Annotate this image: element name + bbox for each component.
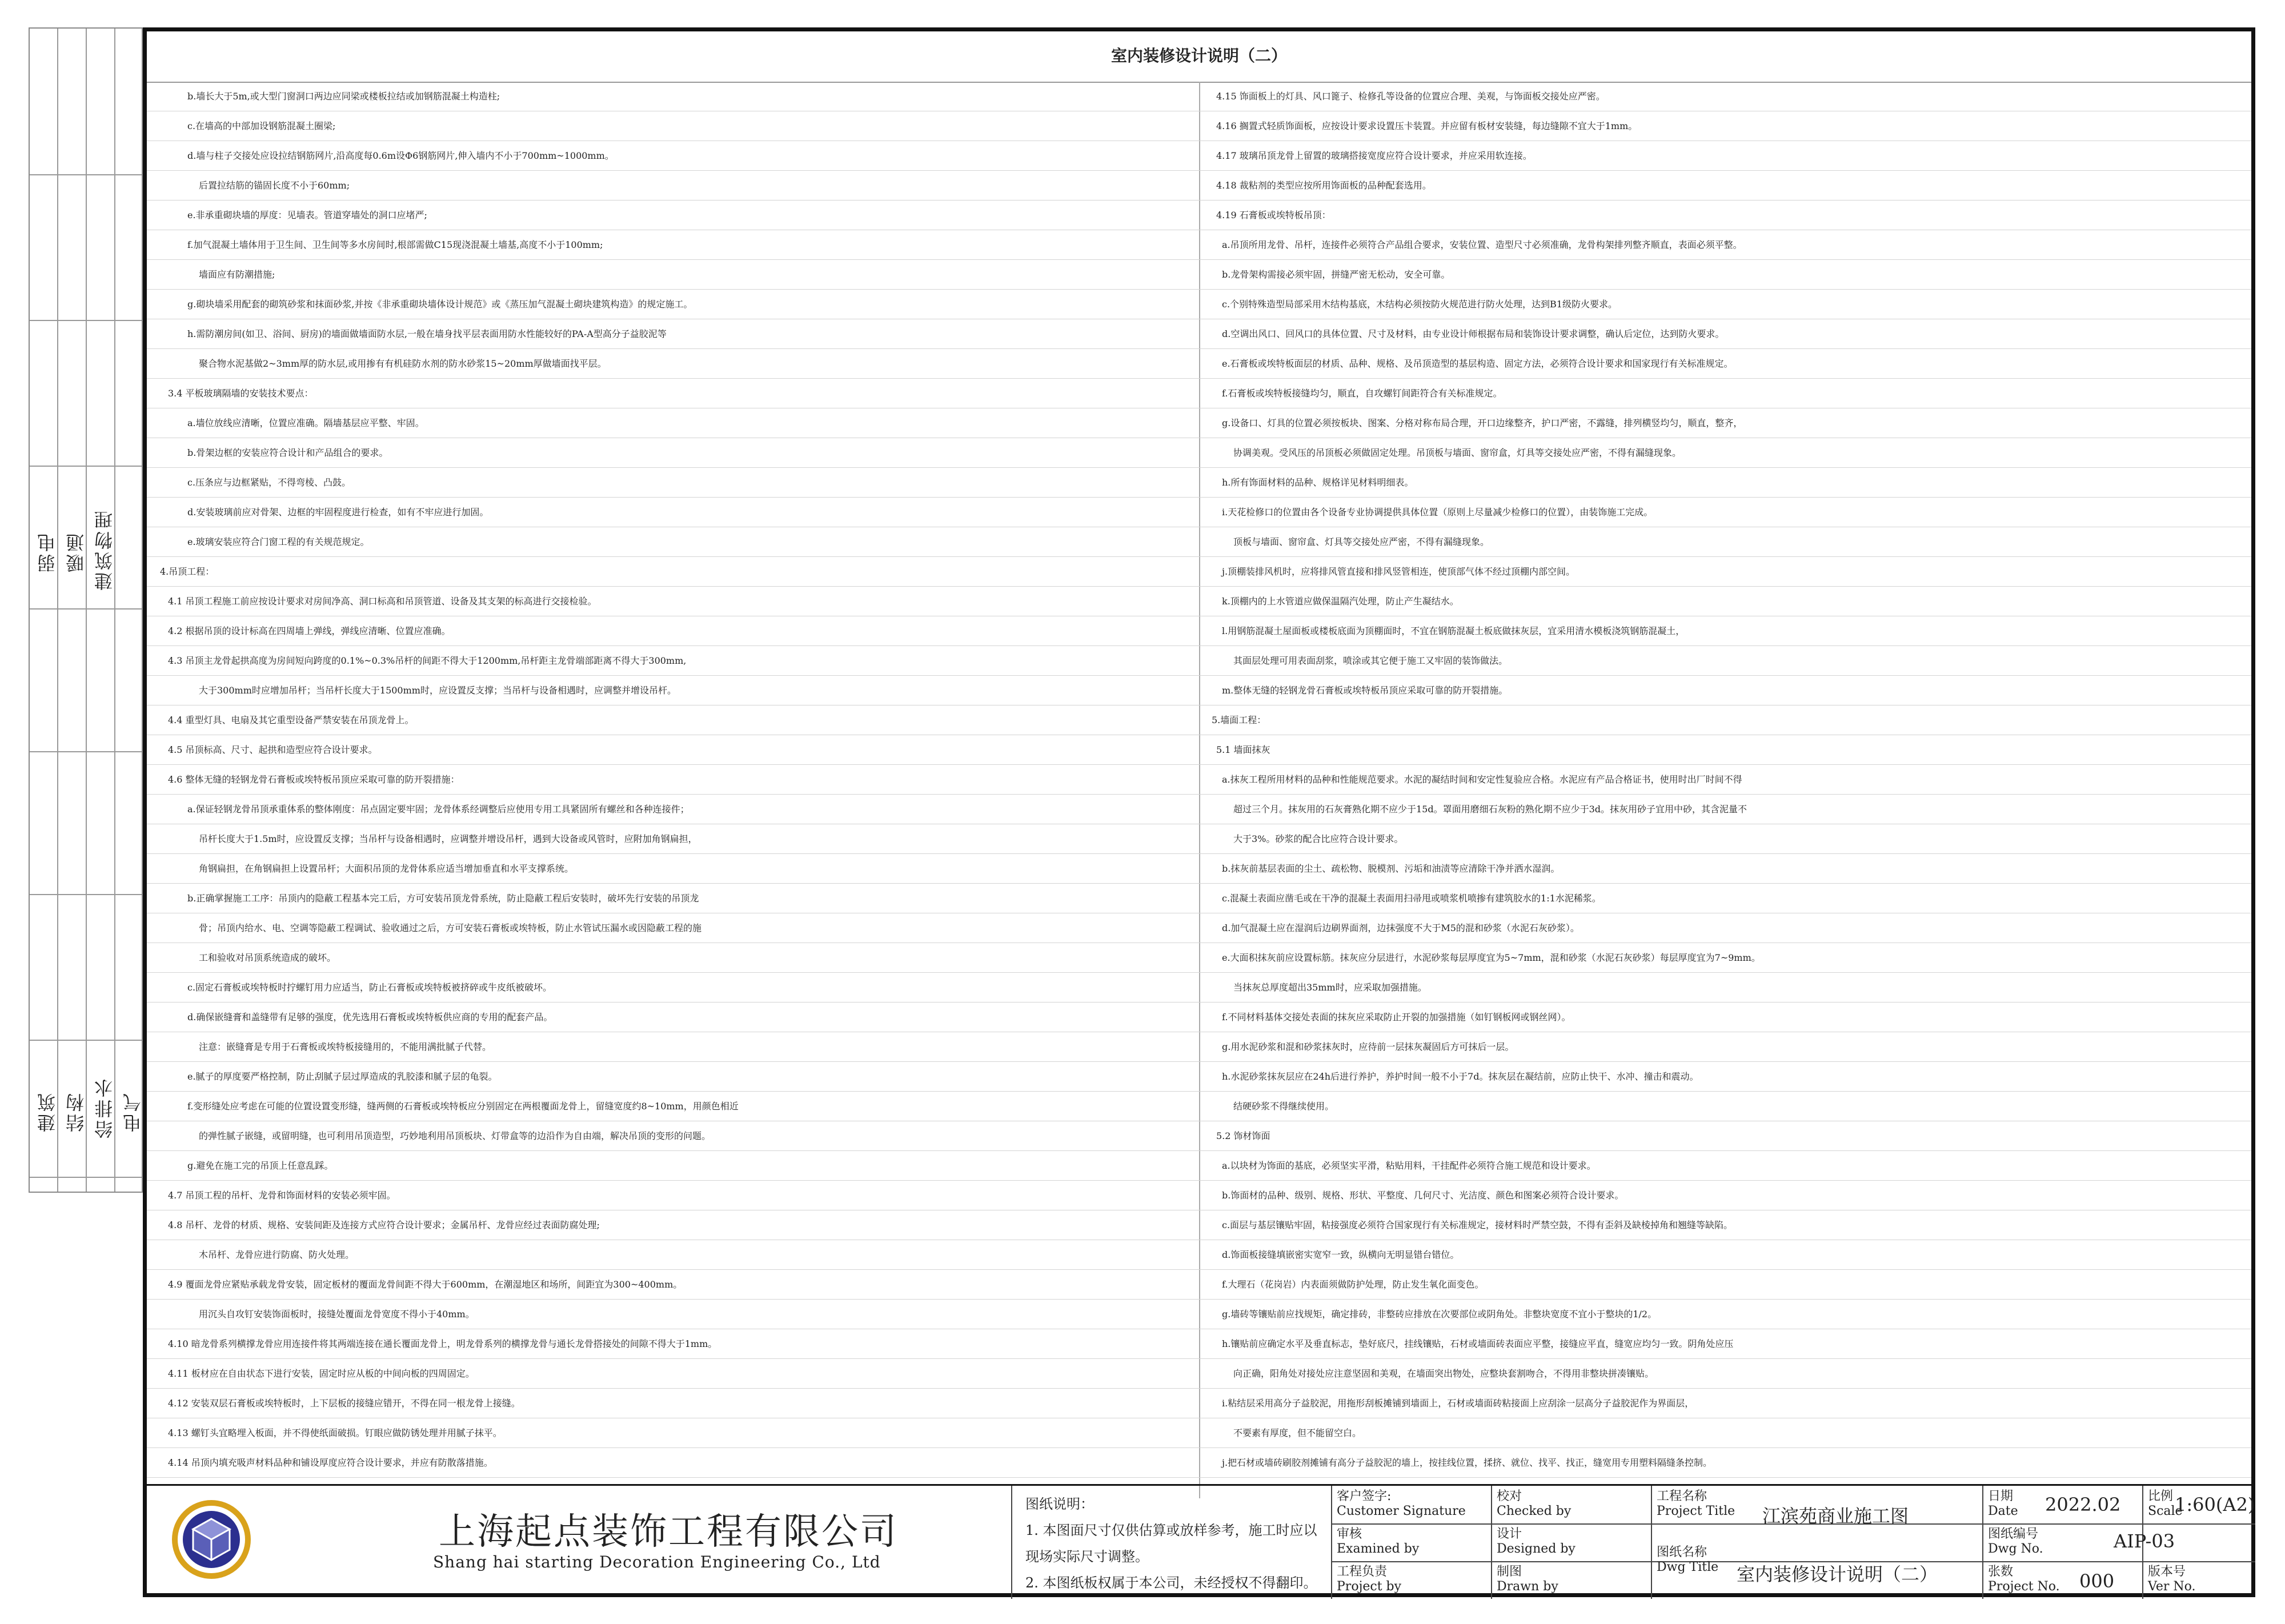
date-value: 2022.02 (2045, 1494, 2121, 1515)
sidebar-label-plumbing: 给排水 (94, 1077, 115, 1138)
right-spec-line: f.大理石（花岗岩）内表面须做防护处理，防止发生氧化面变色。 (1199, 1270, 2255, 1300)
right-spec-line: b.饰面材的品种、级别、规格、形状、平整度、几何尺寸、光洁度、颜色和图案必须符合设计要求。 (1199, 1181, 2255, 1210)
right-spec-line: 4.15 饰面板上的灯具、风口篦子、检修孔等设备的位置应合理、美观，与饰面板交接处应严密。 (1199, 82, 2255, 111)
sidebar-divider (30, 174, 142, 175)
right-spec-line: 5.2 饰材饰面 (1199, 1121, 2255, 1151)
right-spec-line: c.面层与基层镶贴牢固，粘接强度必须符合国家现行有关标准规定，接材料时严禁空鼓，不得有歪斜及缺棱掉角和翘缝等缺陷。 (1199, 1210, 2255, 1240)
sidebar-divider (30, 466, 142, 467)
left-spec-line: 木吊杆、龙骨应进行防腐、防火处理。 (143, 1240, 1199, 1270)
left-spec-line: g.避免在施工完的吊顶上任意乱踩。 (143, 1151, 1199, 1181)
project-title-value: 江滨苑商业施工图 (1762, 1505, 1909, 1527)
left-spec-line: 注意：嵌缝膏是专用于石膏板或埃特板接缝用的，不能用满批腻子代替。 (143, 1032, 1199, 1062)
project-title-label: 工程名称 Project Title (1657, 1489, 1735, 1518)
right-spec-line: 4.19 石膏板或埃特板吊顶： (1199, 201, 2255, 230)
left-spec-line: e.玻璃安装应符合门窗工程的有关规范规定。 (143, 527, 1199, 557)
right-spec-line: 不要素有厚度，但不能留空白。 (1199, 1418, 2255, 1448)
sidebar-divider (30, 751, 142, 752)
sidebar-label-weak-current: 弱电 (37, 531, 58, 572)
right-spec-line: 4.17 玻璃吊顶龙骨上留置的玻璃搭接宽度应符合设计要求，并应采用软连接。 (1199, 141, 2255, 171)
project-no-value: 000 (2079, 1570, 2115, 1592)
sidebar-divider (30, 320, 142, 321)
left-spec-line: 4.11 板材应在自由状态下进行安装，固定时应从板的中间向板的四周固定。 (143, 1359, 1199, 1389)
dwg-no-value: AIP-03 (2114, 1530, 2175, 1552)
right-spec-line: h.所有饰面材料的品种、规格详见材料明细表。 (1199, 468, 2255, 498)
sidebar-divider (30, 1177, 142, 1178)
right-spec-line: m.整体无缝的轻钢龙骨石膏板或埃特板吊顶应采取可靠的防开裂措施。 (1199, 676, 2255, 705)
left-spec-line: c.固定石膏板或埃特板时拧螺钉用力应适当，防止石膏板或埃特板被挤碎或牛皮纸被破坏。 (143, 973, 1199, 1003)
left-spec-line: 4.1 吊顶工程施工前应按设计要求对房间净高、洞口标高和吊顶管道、设备及其支架的标高进行交接检验。 (143, 587, 1199, 616)
left-spec-line: 4.14 吊顶内填充吸声材料品种和铺设厚度应符合设计要求，并应有防散落措施。 (143, 1448, 1199, 1478)
right-spec-line: l.用钢筋混凝土屋面板或楼板底面为顶棚面时，不宜在钢筋混凝土板底做抹灰层，宜采用清水模板浇筑钢筋混凝土， (1199, 616, 2255, 646)
right-spec-line: b.龙骨架构需接必须牢固，拼缝严密无松动，安全可靠。 (1199, 260, 2255, 290)
left-spec-line: 骨；吊顶内给水、电、空调等隐蔽工程调试、验收通过之后，方可安装石膏板或埃特板，防止水管试压漏水或因隐蔽工程的施 (143, 913, 1199, 943)
left-spec-line: f.加气混凝土墙体用于卫生间、卫生间等多水房间时,根部需做C15现浇混凝土墙基,高度不小于100mm; (143, 230, 1199, 260)
examined-by-label: 审核 Examined by (1337, 1527, 1420, 1556)
right-spec-line: 向正确，阳角处对接处应注意坚固和美观，在墙面突出物处，应整块套割吻合，不得用非整块拼凑镶贴。 (1199, 1359, 2255, 1389)
right-spec-line: 其面层处理可用表面刮浆，喷涂或其它便于施工又牢固的装饰做法。 (1199, 646, 2255, 676)
discipline-sidebar (29, 27, 143, 1193)
right-spec-line: 结硬砂浆不得继续使用。 (1199, 1092, 2255, 1121)
drawn-by-label: 制图 Drawn by (1497, 1565, 1558, 1594)
left-spec-line: a.保证轻钢龙骨吊顶承重体系的整体刚度：吊点固定要牢固；龙骨体系经调整后应使用专用工具紧固所有螺丝和各种连接件； (143, 795, 1199, 824)
left-spec-line: 吊杆长度大于1.5m时，应设置反支撑；当吊杆与设备相遇时，应调整并增设吊杆，遇到大设备或风管时，应附加角钢扁担， (143, 824, 1199, 854)
scale-value: 1:60(A2) (2175, 1494, 2255, 1515)
left-spec-line: 4.吊顶工程： (143, 557, 1199, 587)
right-spec-line: 4.18 裁粘剂的类型应按所用饰面板的品种配套选用。 (1199, 171, 2255, 201)
project-by-label: 工程负责 Project by (1337, 1565, 1402, 1594)
left-spec-line: h.需防潮房间(如卫、浴间、厨房)的墙面做墙面防水层,一般在墙身找平层表面用防水性能较好的PA-A型高分子益胶泥等 (143, 319, 1199, 349)
right-spec-line: f.不同材料基体交接处表面的抹灰应采取防止开裂的加强措施（如钉钢板网或钢丝网）。 (1199, 1003, 2255, 1032)
right-spec-line: 当抹灰总厚度超出35mm时，应采取加强措施。 (1199, 973, 2255, 1003)
right-spec-line: h.水泥砂浆抹灰层应在24h后进行养护，养护时间一般不小于7d。抹灰层在凝结前，应防止快干、水冲、撞击和震动。 (1199, 1062, 2255, 1092)
sidebar-label-architecture: 建筑 (37, 1091, 58, 1132)
right-spec-line: 5.墙面工程： (1199, 705, 2255, 735)
left-spec-line: c.压条应与边框紧贴，不得弯棱、凸鼓。 (143, 468, 1199, 498)
right-spec-line: a.以块材为饰面的基底，必须坚实平滑，粘贴用料，干挂配件必须符合施工规范和设计要求。 (1199, 1151, 2255, 1181)
notes-title: 图纸说明： (1025, 1496, 1094, 1512)
left-spec-line: e.腻子的厚度要严格控制，防止刮腻子层过厚造成的乳胶漆和腻子层的龟裂。 (143, 1062, 1199, 1092)
left-spec-line: 墙面应有防潮措施; (143, 260, 1199, 290)
left-spec-line: 角钢扁担，在角钢扁担上设置吊杆；大面积吊顶的龙骨体系应适当增加垂直和水平支撑系统。 (143, 854, 1199, 884)
ver-no-label: 版本号 Ver No. (2148, 1565, 2196, 1594)
sidebar-divider (30, 1040, 142, 1041)
left-spec-line: 4.4 重型灯具、电扇及其它重型设备严禁安装在吊顶龙骨上。 (143, 705, 1199, 735)
left-spec-line: d.确保嵌缝膏和盖缝带有足够的强度，优先选用石膏板或埃特板供应商的专用的配套产品。 (143, 1003, 1199, 1032)
sidebar-divider (30, 608, 142, 609)
left-spec-line: d.安装玻璃前应对骨架、边框的牢固程度进行检查，如有不牢应进行加固。 (143, 498, 1199, 527)
sidebar-divider (57, 29, 58, 1192)
left-spec-line: d.墙与柱子交接处应设拉结钢筋网片,沿高度每0.6m设Φ6钢筋网片,伸入墙内不小于700mm~1000mm。 (143, 141, 1199, 171)
left-spec-line: 4.6 整体无缝的轻钢龙骨石膏板或埃特板吊顶应采取可靠的防开裂措施： (143, 765, 1199, 795)
right-spec-line: b.抹灰前基层表面的尘土、疏松物、脱模剂、污垢和油渍等应清除干净并洒水湿润。 (1199, 854, 2255, 884)
sidebar-label-building-physics: 建筑物理 (94, 508, 115, 591)
right-spec-line: a.抹灰工程所用材料的品种和性能规范要求。水泥的凝结时间和安定性复验应合格。水泥应有产品合格证书，使用时出厂时间不得 (1199, 765, 2255, 795)
left-spec-line: 4.2 根据吊顶的设计标高在四周墙上弹线，弹线应清晰、位置应准确。 (143, 616, 1199, 646)
dwg-title-value: 室内装修设计说明（二） (1737, 1563, 1938, 1585)
drawing-frame (143, 27, 2255, 1597)
left-spec-line: c.在墙高的中部加设钢筋混凝土圈梁; (143, 111, 1199, 141)
sidebar-label-hvac: 暖通 (65, 531, 87, 572)
dwg-title-label: 图纸名称 Dwg Title (1657, 1545, 1719, 1574)
right-spec-line: i.粘结层采用高分子益胶泥，用拖形刮板摊铺到墙面上，石材或墙面砖粘接面上应刮涂一层高分子益胶泥作为界面层， (1199, 1389, 2255, 1418)
scale-label: 比例 Scale (2148, 1489, 2183, 1518)
right-spec-line: e.大面积抹灰前应设置标筋。抹灰应分层进行，水泥砂浆每层厚度宜为5~7mm，混和砂浆（水泥石灰砂浆）每层厚度宜为7~9mm。 (1199, 943, 2255, 973)
right-spec-line: g.墙砖等镶贴前应找规矩，确定排砖，非整砖应排放在次要部位或阴角处。非整块宽度不宜小于整块的1/2。 (1199, 1300, 2255, 1329)
left-spec-line: b.正确掌握施工工序：吊顶内的隐蔽工程基本完工后，方可安装吊顶龙骨系统，防止隐蔽工程后安装时，破坏先行安装的吊顶龙 (143, 884, 1199, 913)
left-spec-line: 4.12 安装双层石膏板或埃特板时，上下层板的接缝应错开，不得在同一根龙骨上接缝。 (143, 1389, 1199, 1418)
right-spec-line: e.石膏板或埃特板面层的材质、品种、规格、及吊顶造型的基层构造、固定方法，必须符合设计要求和国家现行有关标准规定。 (1199, 349, 2255, 379)
left-spec-line: b.墙长大于5m,或大型门窗洞口两边应同梁或楼板拉结或加钢筋混凝土构造柱; (143, 82, 1199, 111)
right-spec-line: 协调美观。受风压的吊顶板必须做固定处理。吊顶板与墙面、窗帘盒，灯具等交接处应严密，不得有漏缝现象。 (1199, 438, 2255, 468)
right-spec-line: d.空调出风口、回风口的具体位置、尺寸及材料，由专业设计师根据布局和装饰设计要求调整，确认后定位，达到防火要求。 (1199, 319, 2255, 349)
company-name-cn: 上海起点装饰工程有限公司 (439, 1511, 898, 1553)
notes-line: 现场实际尺寸调整。 (1025, 1549, 1149, 1565)
left-spec-line: e.非承重砌块墙的厚度：见墙表。管道穿墙处的洞口应堵严; (143, 201, 1199, 230)
right-spec-line: 大于3%。砂浆的配合比应符合设计要求。 (1199, 824, 2255, 854)
dwg-no-label: 图纸编号 Dwg No. (1988, 1527, 2043, 1556)
customer-signature-label: 客户签字: Customer Signature (1337, 1489, 1466, 1518)
left-spec-line: a.墙位放线应清晰，位置应准确。隔墙基层应平整、牢固。 (143, 408, 1199, 438)
notes-line: 1. 本图面尺寸仅供估算或放样参考，施工时应以 (1025, 1522, 1317, 1538)
sidebar-divider (30, 894, 142, 895)
drawing-notes (1025, 1491, 1317, 1596)
right-spec-line: g.用水泥砂浆和混和砂浆抹灰时，应待前一层抹灰凝固后方可抹后一层。 (1199, 1032, 2255, 1062)
left-spec-line: 用沉头自攻钉安装饰面板时，接缝处覆面龙骨宽度不得小于40mm。 (143, 1300, 1199, 1329)
left-spec-line: g.砌块墙采用配套的砌筑砂浆和抹面砂浆,并按《非承重砌块墙体设计规范》或《蒸压加气混凝土砌块建筑构造》的规定施工。 (143, 290, 1199, 319)
checked-by-label: 校对 Checked by (1497, 1489, 1572, 1518)
notes-line: 2. 本图纸板权属于本公司，未经授权不得翻印。 (1025, 1575, 1317, 1591)
right-spec-line: h.镶贴前应确定水平及垂直标志，垫好底尺，挂线镶贴，石材或墙面砖表面应平整，接缝应平直，缝宽应均匀一致。阴角处应压 (1199, 1329, 2255, 1359)
page-title: 室内装修设计说明（二） (1111, 46, 1287, 65)
company-name-en: Shang hai starting Decoration Engineering Co., Ltd (433, 1553, 881, 1571)
left-spec-line: f.变形缝处应考虑在可能的位置设置变形缝，缝两侧的石膏板或埃特板应分别固定在两根覆面龙骨上，留缝宽度约8~10mm，用颜色相近 (143, 1092, 1199, 1121)
left-spec-line: b.骨架边框的安装应符合设计和产品组合的要求。 (143, 438, 1199, 468)
sidebar-divider (86, 29, 87, 1192)
right-spec-line: d.加气混凝土应在湿润后边刷界面剂，边抹强度不大于M5的混和砂浆（水泥石灰砂浆）。 (1199, 913, 2255, 943)
project-no-label: 张数 Project No. (1988, 1565, 2060, 1594)
left-spec-line: 的弹性腻子嵌缝，或留明缝，也可利用吊顶造型，巧妙地利用吊顶板块、灯带盒等的边沿作为自由端，解决吊顶的变形的问题。 (143, 1121, 1199, 1151)
right-spec-line: j.顶棚装排风机时，应将排风管直接和排风竖管相连，使顶部气体不经过顶棚内部空间。 (1199, 557, 2255, 587)
left-spec-line: 4.5 吊顶标高、尺寸、起拱和造型应符合设计要求。 (143, 735, 1199, 765)
sidebar-label-electrical: 电气 (122, 1091, 144, 1132)
sidebar-divider (114, 29, 115, 1192)
left-spec-line: 聚合物水泥基做2~3mm厚的防水层,或用掺有有机硅防水剂的防水砂浆15~20mm厚做墙面找平层。 (143, 349, 1199, 379)
left-spec-line: 后置拉结筋的锚固长度不小于60mm; (143, 171, 1199, 201)
right-spec-line: g.设备口、灯具的位置必须按板块、图案、分格对称布局合理，开口边缘整齐，护口严密，不露缝，排列横竖均匀，顺直，整齐， (1199, 408, 2255, 438)
right-spec-line: j.把石材或墙砖刷胶剂摊铺有高分子益胶泥的墙上，按挂线位置，揉挤、就位、找平、找正，缝宽用专用塑料隔缝条控制。 (1199, 1448, 2255, 1478)
right-spec-line: d.饰面板接缝填嵌密实宽窄一致，纵横向无明显错台错位。 (1199, 1240, 2255, 1270)
left-spec-line: 4.3 吊顶主龙骨起拱高度为房间短向跨度的0.1%~0.3%吊杆的间距不得大于1200mm,吊杆距主龙骨端部距离不得大于300mm, (143, 646, 1199, 676)
right-spec-line: 顶板与墙面、窗帘盒、灯具等交接处应严密，不得有漏缝现象。 (1199, 527, 2255, 557)
left-spec-line: 4.8 吊杆、龙骨的材质、规格、安装间距及连接方式应符合设计要求；金属吊杆、龙骨应经过表面防腐处理; (143, 1210, 1199, 1240)
left-spec-line: 大于300mm时应增加吊杆；当吊杆长度大于1500mm时，应设置反支撑；当吊杆与设备相遇时，应调整并增设吊杆。 (143, 676, 1199, 705)
left-spec-line: 4.10 暗龙骨系列横撑龙骨应用连接件将其两端连接在通长覆面龙骨上，明龙骨系列的横撑龙骨与通长龙骨搭接处的间隙不得大于1mm。 (143, 1329, 1199, 1359)
right-spec-line: f.石膏板或埃特板接缝均匀，顺直，自攻螺钉间距符合有关标准规定。 (1199, 379, 2255, 408)
right-spec-line: 5.1 墙面抹灰 (1199, 735, 2255, 765)
right-spec-line: k.顶棚内的上水管道应做保温隔汽处理，防止产生凝结水。 (1199, 587, 2255, 616)
designed-by-label: 设计 Designed by (1497, 1527, 1576, 1556)
right-spec-line: i.天花检修口的位置由各个设备专业协调提供具体位置（原则上尽量减少检修口的位置），由装饰施工完成。 (1199, 498, 2255, 527)
right-spec-line: 超过三个月。抹灰用的石灰膏熟化期不应少于15d。罩面用磨细石灰粉的熟化期不应少于3d。抹灰用砂子宜用中砂，其含泥量不 (1199, 795, 2255, 824)
sidebar-label-structure: 结构 (65, 1091, 87, 1132)
right-spec-line: 4.16 搁置式轻质饰面板，应按设计要求设置压卡装置。并应留有板材安装缝，每边缝隙不宜大于1mm。 (1199, 111, 2255, 141)
right-spec-line: c.个别特殊造型局部采用木结构基底，木结构必须按防火规范进行防火处理，达到B1级防火要求。 (1199, 290, 2255, 319)
left-spec-line: 4.7 吊顶工程的吊杆、龙骨和饰面材料的安装必须牢固。 (143, 1181, 1199, 1210)
date-label: 日期 Date (1988, 1489, 2018, 1518)
left-spec-line: 4.13 螺钉头宜略埋入板面，并不得使纸面破损。钉眼应做防锈处理并用腻子抹平。 (143, 1418, 1199, 1448)
left-spec-line: 3.4 平板玻璃隔墙的安装技术要点： (143, 379, 1199, 408)
left-spec-line: 4.9 覆面龙骨应紧贴承载龙骨安装，固定板材的覆面龙骨间距不得大于600mm，在潮湿地区和场所，间距宜为300~400mm。 (143, 1270, 1199, 1300)
right-spec-line: c.混凝土表面应凿毛或在干净的混凝土表面用扫帚甩或喷浆机喷掺有建筑胶水的1:1水泥稀浆。 (1199, 884, 2255, 913)
left-spec-line: 工和验收对吊顶系统造成的破坏。 (143, 943, 1199, 973)
right-spec-line: a.吊顶所用龙骨、吊杆，连接件必须符合产品组合要求，安装位置、造型尺寸必须准确，龙骨构架排列整齐顺直，表面必须平整。 (1199, 230, 2255, 260)
